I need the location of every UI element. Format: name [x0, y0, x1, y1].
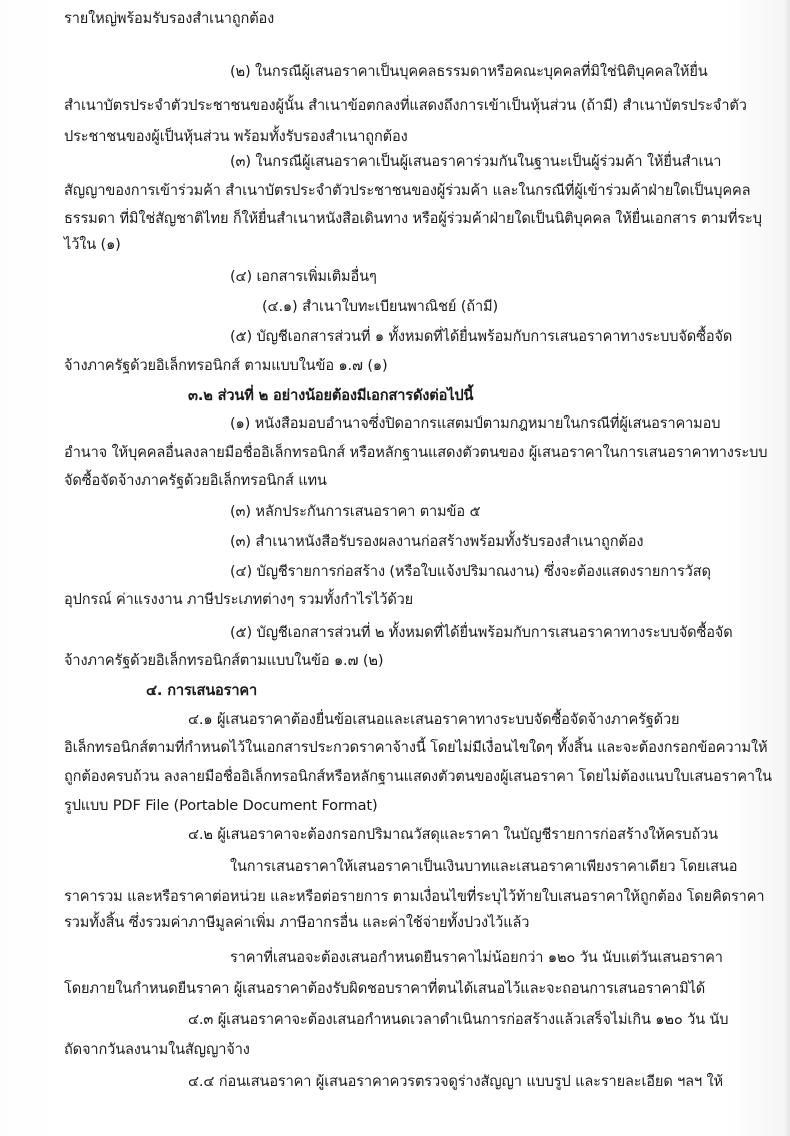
text-line: (๔.๑) สำเนาใบทะเบียนพาณิชย์ (ถ้ามี): [262, 298, 498, 315]
page-edge-shadow: [784, 0, 790, 1136]
text-line: (๓) สำเนาหนังสือรับรองผลงานก่อสร้างพร้อมทั้งรับรองสำเนาถูกต้อง: [230, 533, 644, 550]
text-line: (๓) ในกรณีผู้เสนอราคาเป็นผู้เสนอราคาร่วมกันในฐานะเป็นผู้ร่วมค้า ให้ยื่นสำเนา: [230, 153, 722, 170]
text-line: จัดซื้อจัดจ้างภาครัฐด้วยอิเล็กทรอนิกส์ แทน: [64, 472, 327, 489]
text-line: อำนาจ ให้บุคคลอื่นลงลายมือชื่ออิเล็กทรอนิกส์ หรือหลักฐานแสดงตัวตนของ ผู้เสนอราคาในการเสนอราคาทางระบบ: [64, 444, 768, 461]
text-line: ถูกต้องครบถ้วน ลงลายมือชื่ออิเล็กทรอนิกส์หรือหลักฐานแสดงตัวตนของผู้เสนอราคา โดยไม่ต้องแนบใบเสนอราคาใน: [64, 768, 772, 785]
section-heading: ๓.๒ ส่วนที่ ๒ อย่างน้อยต้องมีเอกสารดังต่อไปนี้: [188, 387, 474, 404]
text-line: ถัดจากวันลงนามในสัญญาจ้าง: [64, 1041, 250, 1058]
text-line: (๑) หนังสือมอบอำนาจซึ่งปิดอากรแสตมป์ตามกฎหมายในกรณีที่ผู้เสนอราคามอบ: [230, 415, 721, 432]
text-line: (๕) บัญชีเอกสารส่วนที่ ๒ ทั้งหมดที่ได้ยื่นพร้อมกับการเสนอราคาทางระบบจัดซื้อจัด: [230, 624, 733, 641]
text-line: อุปกรณ์ ค่าแรงงาน ภาษีประเภทต่างๆ รวมทั้งกำไรไว้ด้วย: [64, 591, 414, 608]
text-line: ๔.๒ ผู้เสนอราคาจะต้องกรอกปริมาณวัสดุและราคา ในบัญชีรายการก่อสร้างให้ครบถ้วน: [188, 826, 718, 843]
text-line: รวมทั้งสิ้น ซึ่งรวมค่าภาษีมูลค่าเพิ่ม ภาษีอากรอื่น และค่าใช้จ่ายทั้งปวงไว้แล้ว: [64, 914, 530, 931]
text-line: ในการเสนอราคาให้เสนอราคาเป็นเงินบาทและเสนอราคาเพียงราคาเดียว โดยเสนอ: [230, 858, 738, 875]
text-line: ไว้ใน (๑): [64, 236, 121, 253]
text-line: รายใหญ่พร้อมรับรองสำเนาถูกต้อง: [64, 10, 275, 27]
text-line: (๒) ในกรณีผู้เสนอราคาเป็นบุคคลธรรมดาหรือคณะบุคคลที่มิใช่นิติบุคคลให้ยื่น: [230, 63, 708, 80]
text-line: จ้างภาครัฐด้วยอิเล็กทรอนิกส์ ตามแบบในข้อ ๑.๗ (๑): [64, 357, 388, 374]
text-line: (๕) บัญชีเอกสารส่วนที่ ๑ ทั้งหมดที่ได้ยื่นพร้อมกับการเสนอราคาทางระบบจัดซื้อจัด: [230, 328, 733, 345]
text-line: สัญญาของการเข้าร่วมค้า สำเนาบัตรประจำตัวประชาชนของผู้ร่วมค้า และในกรณีที่ผู้เข้าร่วมค้าฝ่ายใดเป็นบุคคล: [64, 182, 751, 199]
text-line: ราคาที่เสนอจะต้องเสนอกำหนดยืนราคาไม่น้อยกว่า ๑๒๐ วัน นับแต่วันเสนอราคา: [230, 949, 723, 966]
text-line: ๔.๔ ก่อนเสนอราคา ผู้เสนอราคาควรตรวจดูร่างสัญญา แบบรูป และรายละเอียด ฯลฯ ให้: [188, 1073, 723, 1090]
text-line: โดยภายในกำหนดยืนราคา ผู้เสนอราคาต้องรับผิดชอบราคาที่ตนได้เสนอไว้และจะถอนการเสนอราคามิได้: [64, 980, 706, 997]
text-line: รูปแบบ PDF File (Portable Document Format): [64, 797, 378, 814]
text-line: ราคารวม และหรือราคาต่อหน่วย และหรือต่อรายการ ตามเงื่อนไขที่ระบุไว้ท้ายใบเสนอราคาให้ถูกต้อง โดยคิดราคา: [64, 888, 765, 905]
text-line: ธรรมดา ที่มิใช่สัญชาติไทย ก็ให้ยื่นสำเนาหนังสือเดินทาง หรือผู้ร่วมค้าฝ่ายใดเป็นนิติบุคคล ให้ยื่นเอกสาร ตามที่ระบุ: [64, 210, 762, 227]
text-line: สำเนาบัตรประจำตัวประชาชนของผู้นั้น สำเนาข้อตกลงที่แสดงถึงการเข้าเป็นหุ้นส่วน (ถ้ามี) สำเนาบัตรประจำตัว: [64, 97, 747, 114]
text-line: อิเล็กทรอนิกส์ตามที่กำหนดไว้ในเอกสารประกวดราคาจ้างนี้ โดยไม่มีเงื่อนไขใดๆ ทั้งสิ้น และจะต้องกรอกข้อความให้: [64, 739, 768, 756]
section-heading: ๔. การเสนอราคา: [146, 682, 258, 699]
text-line: จ้างภาครัฐด้วยอิเล็กทรอนิกส์ตามแบบในข้อ ๑.๗ (๒): [64, 652, 384, 669]
text-line: ๔.๑ ผู้เสนอราคาต้องยื่นข้อเสนอและเสนอราคาทางระบบจัดซื้อจัดจ้างภาครัฐด้วย: [188, 711, 680, 728]
text-line: (๔) เอกสารเพิ่มเติมอื่นๆ: [230, 268, 377, 285]
text-line: (๔) บัญชีรายการก่อสร้าง (หรือใบแจ้งปริมาณงาน) ซึ่งจะต้องแสดงรายการวัสดุ: [230, 563, 711, 580]
text-line: (๓) หลักประกันการเสนอราคา ตามข้อ ๕: [230, 503, 481, 520]
text-line: ประชาชนของผู้เป็นหุ้นส่วน พร้อมทั้งรับรองสำเนาถูกต้อง: [64, 128, 408, 145]
text-line: ๔.๓ ผู้เสนอราคาจะต้องเสนอกำหนดเวลาดำเนินการก่อสร้างแล้วเสร็จไม่เกิน ๑๒๐ วัน นับ: [188, 1011, 729, 1028]
